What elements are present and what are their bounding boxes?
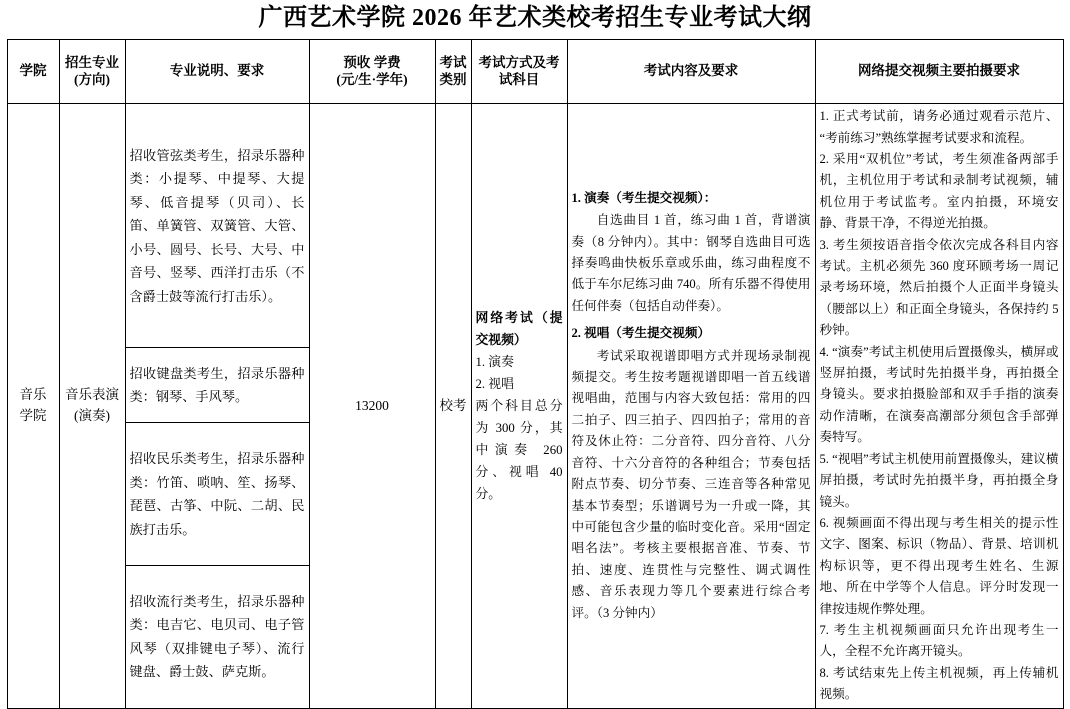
page-title: 广西艺术学院 2026 年艺术类校考招生专业考试大纲: [258, 5, 812, 31]
cell-description-orchestral: 招收管弦类考生，招录乐器种类：小提琴、中提琴、大提琴、低音提琴（贝司）、长笛、单簧管、双簧管、大管、小号、圆号、长号、大号、中音号、竖琴、西洋打击乐（不含爵士鼓等流行打击乐）。: [125, 104, 309, 348]
header-major-line2: (方向): [74, 71, 110, 87]
college-line1: 音乐: [19, 386, 47, 402]
header-college: 学院: [7, 40, 59, 104]
header-fee: [309, 40, 435, 104]
cell-major: [59, 104, 125, 708]
header-exam-method-line1: 考试方式及考: [478, 55, 560, 71]
header-exam-method: [471, 40, 567, 104]
table-header-row: [7, 40, 1063, 104]
cell-exam-method: [471, 104, 567, 708]
header-video-requirements: 网络提交视频主要拍摄要求: [815, 40, 1063, 104]
exam-content-body-1: 自选曲目 1 首，练习曲 1 首，背谱演奏（8 分钟内）。其中：钢琴自选曲目可选择奏鸣曲快板乐章或乐曲，练习曲程度不低于车尔尼练习曲 740。所有乐器不得使用任何伴奏（包括自动伴奏）。: [571, 213, 811, 313]
cell-fee: 13200: [309, 104, 435, 708]
header-description: 专业说明、要求: [125, 40, 309, 104]
video-requirement-item: 5. “视唱”考试主机使用前置摄像头，建议横屏拍摄，考试时先拍摄半身，再拍摄全身镜头。: [819, 451, 1059, 509]
header-fee-line1: 预收: [343, 55, 371, 71]
video-requirement-item: 8. 考试结束先上传主机视频，再上传辅机视频。: [819, 665, 1059, 702]
video-requirement-item: 6. 视频画面不得出现与考生相关的提示性文字、图案、标识（物品）、背景、培训机构标识等，更不得出现考生姓名、生源地、所在中学等个人信息。评分时发现一律按违规作弊处理。: [819, 515, 1059, 616]
cell-description-keyboard: 招收键盘类考生，招录乐器种类：钢琴、手风琴。: [125, 348, 309, 423]
header-exam-type: [435, 40, 471, 104]
video-requirement-item: 7. 考生主机视频画面只允许出现考生一人，全程不允许离开镜头。: [819, 622, 1059, 659]
cell-description-folk: 招收民乐类考生，招录乐器种类：竹笛、唢呐、笙、扬琴、琵琶、古筝、中阮、二胡、民族打击乐。: [125, 423, 309, 566]
cell-video-requirements: [815, 104, 1063, 708]
header-fee-line2: 学费: [373, 55, 401, 71]
cell-description-popular: 招收流行类考生，招录乐器种类：电吉它、电贝司、电子管风琴（双排键电子琴）、流行键盘、爵士鼓、萨克斯。: [125, 565, 309, 708]
college-line2: 学院: [19, 407, 47, 423]
exam-content-head-2: 2. 视唱（考生提交视频）: [571, 326, 711, 341]
header-exam-type-line2: 类别: [439, 71, 467, 87]
video-requirement-item: 1. 正式考试前，请务必通过观看示范片、“考前练习”熟练掌握考试要求和流程。: [819, 109, 1059, 145]
exam-content-body-2: 考试采取视谱即唱方式并现场录制视频提交。考生按考题视谱即唱一首五线谱视唱曲，范围与内容大致包括：常用的四二拍子、四三拍子、四四拍子；常用的音符及休止符：二分音符、四分音符、八分音符、十六分音符的各种组合；节奏包括附点节奏、切分节奏、三连音等各种常见基本节奏型；乐谱调号为一升或一降，其中可能包含少量的临时变化音。采用“固定唱名法”。考核主要根据音准、节奏、节拍、速度、连贯性与完整性、调式调性感、音乐表现力等几个要素进行综合考评。（3 分钟内）: [571, 348, 811, 620]
video-requirement-item: 3. 考生须按语音指令依次完成各科目内容考试。主机必须先 360 度环顾考场一周记录考场环境，然后拍摄个人正面半身镜头（腰部以上）和正面全身镜头，各保持约 5 秒钟。: [819, 237, 1059, 338]
header-exam-method-line2: 试科目: [498, 71, 540, 87]
table-row: [7, 104, 1063, 348]
exam-method-subject-1: 1. 演奏: [475, 354, 514, 369]
exam-method-score-note: 两个科目总分为 300 分，其中演奏 260 分、视唱 40 分。: [475, 398, 563, 501]
exam-method-subject-2: 2. 视唱: [475, 376, 514, 391]
header-exam-type-line1: 考试: [439, 55, 467, 71]
header-fee-line3: (元/生·学年): [336, 71, 408, 87]
exam-method-title: 网络考试（提交视频）: [475, 310, 563, 347]
cell-exam-type: 校考: [435, 104, 471, 708]
exam-content-head-1: 1. 演奏（考生提交视频）：: [571, 190, 717, 205]
video-requirement-item: 4. “演奏”考试主机使用后置摄像头，横屏或竖屏拍摄，考试时先拍摄半身，再拍摄全身镜头。要求拍摄脸部和双手手指的演奏动作清晰，在演奏高潮部分须包含手部弹奏特写。: [819, 344, 1059, 445]
exam-outline-table: [7, 39, 1064, 708]
cell-college: [7, 104, 59, 708]
header-major: [59, 40, 125, 104]
major-line2: (演奏): [74, 407, 110, 423]
cell-exam-content: [567, 104, 815, 708]
video-requirement-item: 2. 采用“双机位”考试，考生须准备两部手机，主机位用于考试和录制考试视频，辅机位用于考试监考。室内拍摄，环境安静、背景干净，不得逆光拍摄。: [819, 152, 1059, 231]
header-exam-content: 考试内容及要求: [567, 40, 815, 104]
header-major-line1: 招生专业: [65, 55, 119, 71]
major-line1: 音乐表演: [65, 386, 119, 402]
